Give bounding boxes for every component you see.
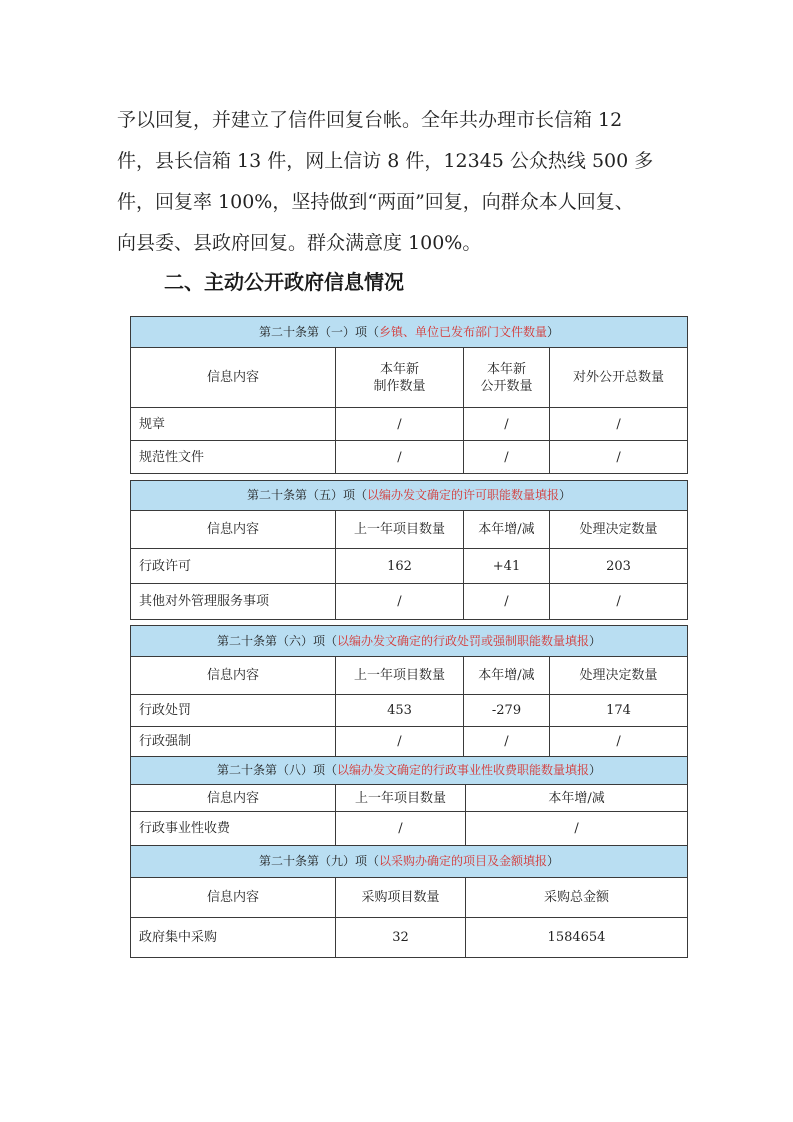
- paragraph-line: 向县委、县政府回复。群众满意度 100%。: [117, 232, 482, 254]
- info-table-5: [130, 845, 688, 958]
- column-header-row: [131, 657, 688, 695]
- table-row: [131, 584, 688, 620]
- column-header: 对外公开总数量: [550, 348, 688, 408]
- table-block-article-20-1: [130, 316, 687, 474]
- column-header-row: [131, 511, 688, 549]
- column-header: 上一年项目数量: [336, 657, 464, 695]
- body-paragraph: [117, 100, 687, 264]
- table-row: [131, 549, 688, 584]
- cell-value: /: [464, 408, 550, 441]
- cell-value: /: [336, 408, 464, 441]
- column-header: 信息内容: [131, 785, 336, 812]
- column-header: 上一年项目数量: [336, 785, 466, 812]
- table-block-article-20-8: [130, 756, 687, 846]
- table-row: [131, 727, 688, 757]
- section-title: 第二十条第（九）项（以采购办确定的项目及金额填报）: [131, 846, 688, 878]
- header-line: 本年新: [379, 361, 419, 377]
- row-label: 行政强制: [131, 727, 336, 757]
- cell-value: /: [336, 441, 464, 474]
- row-label: 行政许可: [131, 549, 336, 584]
- column-header-row: [131, 348, 688, 408]
- cell-value: 32: [336, 918, 466, 958]
- cell-value: /: [336, 812, 466, 846]
- table-row: [131, 408, 688, 441]
- cell-value: /: [464, 441, 550, 474]
- cell-value: /: [464, 584, 550, 620]
- section-header-row: [131, 481, 688, 511]
- column-header: [336, 348, 464, 408]
- column-header: 本年增/减: [466, 785, 688, 812]
- info-table-3: [130, 625, 688, 757]
- section-header-row: [131, 626, 688, 657]
- column-header: 信息内容: [131, 511, 336, 549]
- table-row: [131, 695, 688, 727]
- paragraph-line: 件，回复率 100%，坚持做到“两面”回复，向群众本人回复、: [117, 191, 634, 213]
- section-title: 第二十条第（八）项（以编办发文确定的行政事业性收费职能数量填报）: [131, 757, 688, 785]
- section-note: 以编办发文确定的许可职能数量填报: [367, 488, 560, 502]
- column-header: 处理决定数量: [550, 511, 688, 549]
- section-title: 第二十条第（五）项（以编办发文确定的许可职能数量填报）: [131, 481, 688, 511]
- column-header: 采购总金额: [466, 878, 688, 918]
- column-header: 本年增/减: [464, 657, 550, 695]
- cell-value: 174: [550, 695, 688, 727]
- column-header: 处理决定数量: [550, 657, 688, 695]
- info-table-1: [130, 316, 688, 474]
- cell-value: 162: [336, 549, 464, 584]
- table-block-article-20-6: [130, 625, 687, 757]
- row-label: 规章: [131, 408, 336, 441]
- section-heading: 二、主动公开政府信息情况: [164, 270, 404, 294]
- header-line: 公开数量: [480, 378, 533, 394]
- cell-value: /: [550, 408, 688, 441]
- column-header-row: [131, 878, 688, 918]
- cell-value: +41: [464, 549, 550, 584]
- column-header: 信息内容: [131, 348, 336, 408]
- cell-value: /: [466, 812, 688, 846]
- paragraph-line: 予以回复，并建立了信件回复台帐。全年共办理市长信箱 12: [117, 109, 623, 131]
- column-header: 信息内容: [131, 878, 336, 918]
- column-header: 采购项目数量: [336, 878, 466, 918]
- header-line: 本年新: [486, 361, 526, 377]
- section-title: 第二十条第（一）项（乡镇、单位已发布部门文件数量）: [131, 317, 688, 348]
- cell-value: /: [336, 727, 464, 757]
- section-header-row: [131, 757, 688, 785]
- section-note: 以编办发文确定的行政处罚或强制职能数量填报: [337, 633, 590, 648]
- cell-value: /: [336, 584, 464, 620]
- cell-value: /: [550, 441, 688, 474]
- section-header-row: [131, 317, 688, 348]
- column-header: 上一年项目数量: [336, 511, 464, 549]
- cell-value: 203: [550, 549, 688, 584]
- column-header: [464, 348, 550, 408]
- section-note: 乡镇、单位已发布部门文件数量: [379, 324, 548, 339]
- column-header: 信息内容: [131, 657, 336, 695]
- info-table-4: [130, 756, 688, 846]
- table-block-article-20-5: [130, 480, 687, 620]
- table-block-article-20-9: [130, 845, 687, 958]
- row-label: 政府集中采购: [131, 918, 336, 958]
- section-note: 以采购办确定的项目及金额填报: [379, 854, 548, 868]
- row-label: 行政事业性收费: [131, 812, 336, 846]
- cell-value: /: [464, 727, 550, 757]
- cell-value: /: [550, 584, 688, 620]
- table-row: [131, 441, 688, 474]
- cell-value: -279: [464, 695, 550, 727]
- section-header-row: [131, 846, 688, 878]
- cell-value: 453: [336, 695, 464, 727]
- table-row: [131, 812, 688, 846]
- table-row: [131, 918, 688, 958]
- column-header: 本年增/减: [464, 511, 550, 549]
- row-label: 行政处罚: [131, 695, 336, 727]
- paragraph-line: 件，县长信箱 13 件，网上信访 8 件，12345 公众热线 500 多: [117, 150, 654, 172]
- cell-value: /: [550, 727, 688, 757]
- info-table-2: [130, 480, 688, 620]
- row-label: 其他对外管理服务事项: [131, 584, 336, 620]
- column-header-row: [131, 785, 688, 812]
- row-label: 规范性文件: [131, 441, 336, 474]
- section-title: 第二十条第（六）项（以编办发文确定的行政处罚或强制职能数量填报）: [131, 626, 688, 657]
- header-line: 制作数量: [373, 378, 426, 394]
- section-note: 以编办发文确定的行政事业性收费职能数量填报: [337, 763, 590, 777]
- cell-value: 1584654: [466, 918, 688, 958]
